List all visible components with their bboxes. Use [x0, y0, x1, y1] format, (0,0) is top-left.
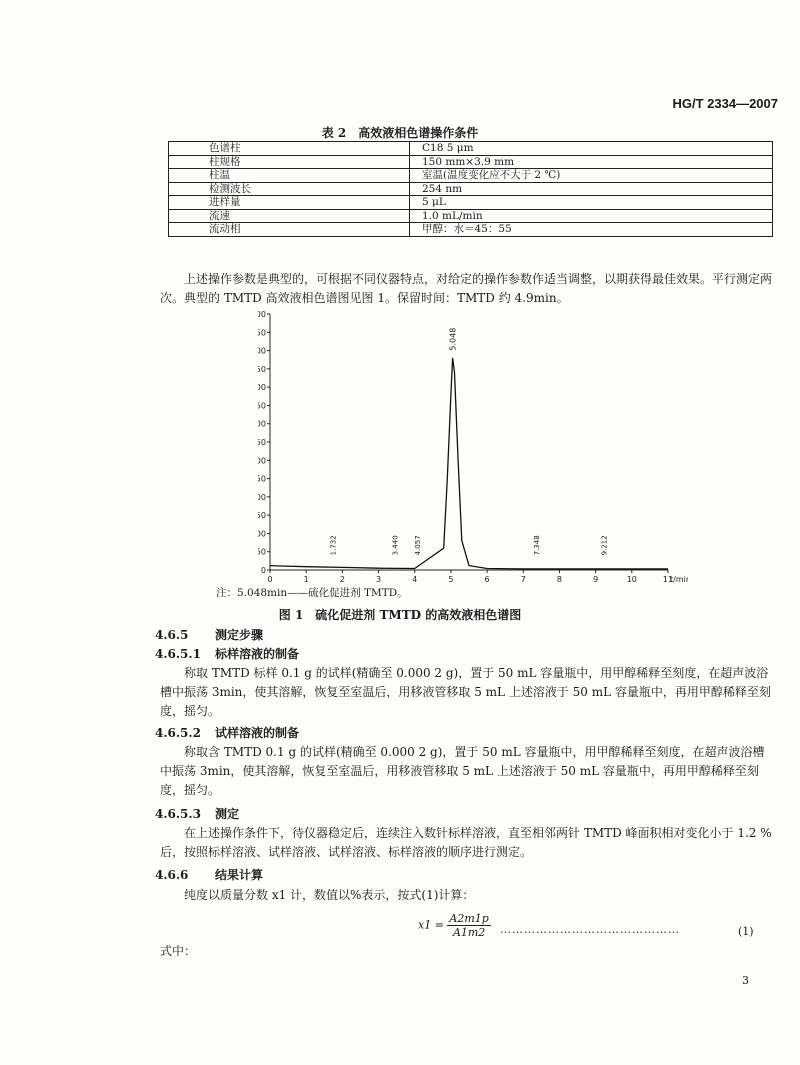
- y-tick-label: 50: [258, 511, 266, 521]
- section-4-6-5-3-text: 在上述操作条件下，待仪器稳定后，连续注入数针标样溶液，直至相邻两针 TMTD 峰面积相对变化小于 1.2 %后，按照标样溶液、试样溶液、试样溶液、标样溶液的顺序进行测定。: [160, 826, 772, 859]
- x-tick-label: 1: [303, 575, 309, 584]
- condition-name-cell: 色谱柱: [169, 142, 410, 156]
- y-tick-label: 0: [260, 566, 266, 575]
- formula-lhs: x1 =: [418, 918, 444, 932]
- condition-value-cell: 254 nm: [410, 182, 773, 196]
- table-row: [169, 169, 773, 183]
- section-number: 4.6.5.2: [155, 726, 201, 740]
- x-tick-label: 5: [448, 575, 454, 584]
- x-tick-label: 7: [520, 575, 526, 584]
- y-tick-label: 50: [258, 364, 266, 374]
- condition-name-cell: 柱温: [169, 169, 410, 183]
- operating-conditions-table: [168, 141, 773, 237]
- table-row: [169, 142, 773, 156]
- table-row: [169, 182, 773, 196]
- peak-retention-label: 9.212: [600, 535, 609, 556]
- section-4-6-5-2-heading: [155, 724, 299, 741]
- paragraph-typical-params: 上述操作参数是典型的，可根据不同仪器特点，对给定的操作参数作适当调整，以期获得最佳效果。平行测定两次。典型的 TMTD 高效液相色谱图见图 1。保留时间：TMTD 约 4.9min。: [160, 272, 773, 305]
- section-number: 4.6.5.1: [155, 647, 201, 661]
- y-tick-label: 00: [258, 529, 266, 539]
- section-4-6-6-heading: [155, 866, 263, 883]
- equation-number: (1): [738, 925, 754, 938]
- condition-value-cell: 1.0 mL/min: [410, 209, 773, 223]
- section-number: 4.6.5: [155, 628, 189, 642]
- peak-retention-label: 5.048: [448, 327, 458, 351]
- x-tick-label: 0: [267, 575, 273, 584]
- formula-fraction: [447, 912, 490, 939]
- x-tick-label: 2: [339, 575, 345, 584]
- y-tick-label: 50: [258, 547, 266, 557]
- peak-retention-label: 4.057: [413, 535, 422, 556]
- figure-caption: 图 1 硫化促进剂 TMTD 的高效液相色谱图: [278, 608, 522, 622]
- table-row: [169, 155, 773, 169]
- y-tick-label: 00: [258, 456, 266, 466]
- x-tick-label: 6: [484, 575, 490, 584]
- condition-name-cell: 流速: [169, 209, 410, 223]
- chromatogram-chart: [258, 308, 688, 588]
- section-4-6-5-1-text: 称取 TMTD 标样 0.1 g 的试样(精确至 0.000 2 g)，置于 50 mL 容量瓶中，用甲醇稀释至刻度，在超声波浴槽中振荡 3min，使其溶解，恢复至室温后，用移液管移取 5 mL 上述溶液于 50 mL 容量瓶中，再用甲醇稀释至刻度，摇匀。: [160, 666, 771, 718]
- section-number: 4.6.6: [155, 868, 189, 882]
- y-tick-label: 50: [258, 474, 266, 484]
- section-4-6-5-2-text: 称取含 TMTD 0.1 g 的试样(精确至 0.000 2 g)，置于 50 mL 容量瓶中，用甲醇稀释至刻度，在超声波浴槽中振荡 3min，使其溶解，恢复至室温后，用移液管移取 5 mL 上述溶液于 50 mL 容量瓶中，再用甲醇稀释至刻度，摇匀。: [160, 745, 765, 797]
- table-row: [169, 223, 773, 237]
- table-row: [169, 196, 773, 210]
- y-tick-label: 00: [258, 310, 266, 319]
- x-unit-label: t/mi: [670, 575, 686, 584]
- formula-1: [418, 912, 491, 939]
- x-tick-label: 8: [556, 575, 563, 584]
- y-tick-label: 00: [258, 492, 266, 502]
- condition-value-cell: C18 5 μm: [410, 142, 773, 156]
- y-tick-label: 00: [258, 419, 266, 429]
- x-tick-label: 9: [593, 575, 599, 584]
- y-tick-label: 50: [258, 328, 266, 338]
- x-tick-label: 4: [412, 575, 418, 584]
- peak-retention-label: 7.348: [532, 535, 541, 556]
- standard-number: HG/T 2334—2007: [672, 96, 778, 111]
- section-title: 试样溶液的制备: [215, 726, 300, 740]
- figure-note: 注：5.048min——硫化促进剂 TMTD。: [216, 587, 408, 599]
- condition-name-cell: 检测波长: [169, 182, 410, 196]
- section-4-6-6-text: 纯度以质量分数 x1 计，数值以%表示，按式(1)计算：: [184, 888, 475, 902]
- x-tick-label: 10: [626, 575, 637, 584]
- peak-retention-label: 3.440: [391, 535, 400, 556]
- section-4-6-5-1-heading: [155, 645, 299, 662]
- formula-numerator: A2m1p: [449, 912, 489, 925]
- section-4-6-5-heading: [155, 626, 263, 643]
- where-label: 式中：: [160, 944, 197, 958]
- section-title: 结果计算: [215, 868, 264, 882]
- condition-value-cell: 5 μL: [410, 196, 773, 210]
- formula-leader-dots: ………………………………………: [500, 923, 680, 936]
- section-title: 测定步骤: [215, 628, 264, 642]
- table-caption: 表 2 高效液相色谱操作条件: [321, 126, 479, 140]
- y-tick-label: 00: [258, 346, 266, 356]
- condition-value-cell: 150 mm×3.9 mm: [410, 155, 773, 169]
- condition-name-cell: 柱规格: [169, 155, 410, 169]
- peak-retention-label: 1.732: [329, 535, 338, 556]
- page-number: 3: [742, 974, 749, 987]
- condition-value-cell: 室温(温度变化应不大于 2 ℃): [410, 169, 773, 183]
- x-tick-label: 3: [375, 575, 382, 584]
- y-tick-label: 50: [258, 438, 266, 447]
- section-title: 标样溶液的制备: [215, 647, 300, 661]
- formula-denominator: A1m2: [452, 926, 486, 939]
- section-4-6-5-3-heading: [155, 805, 239, 822]
- condition-value-cell: 甲醇：水＝45：55: [410, 223, 773, 237]
- section-number: 4.6.5.3: [155, 807, 201, 821]
- y-tick-label: 50: [258, 401, 266, 411]
- chromatogram-figure: [258, 308, 688, 592]
- x-tick-label: 11: [662, 575, 674, 584]
- y-tick-label: 00: [258, 383, 266, 393]
- section-title: 测定: [215, 807, 240, 821]
- condition-name-cell: 流动相: [169, 223, 410, 237]
- condition-name-cell: 进样量: [169, 196, 410, 210]
- table-row: [169, 209, 773, 223]
